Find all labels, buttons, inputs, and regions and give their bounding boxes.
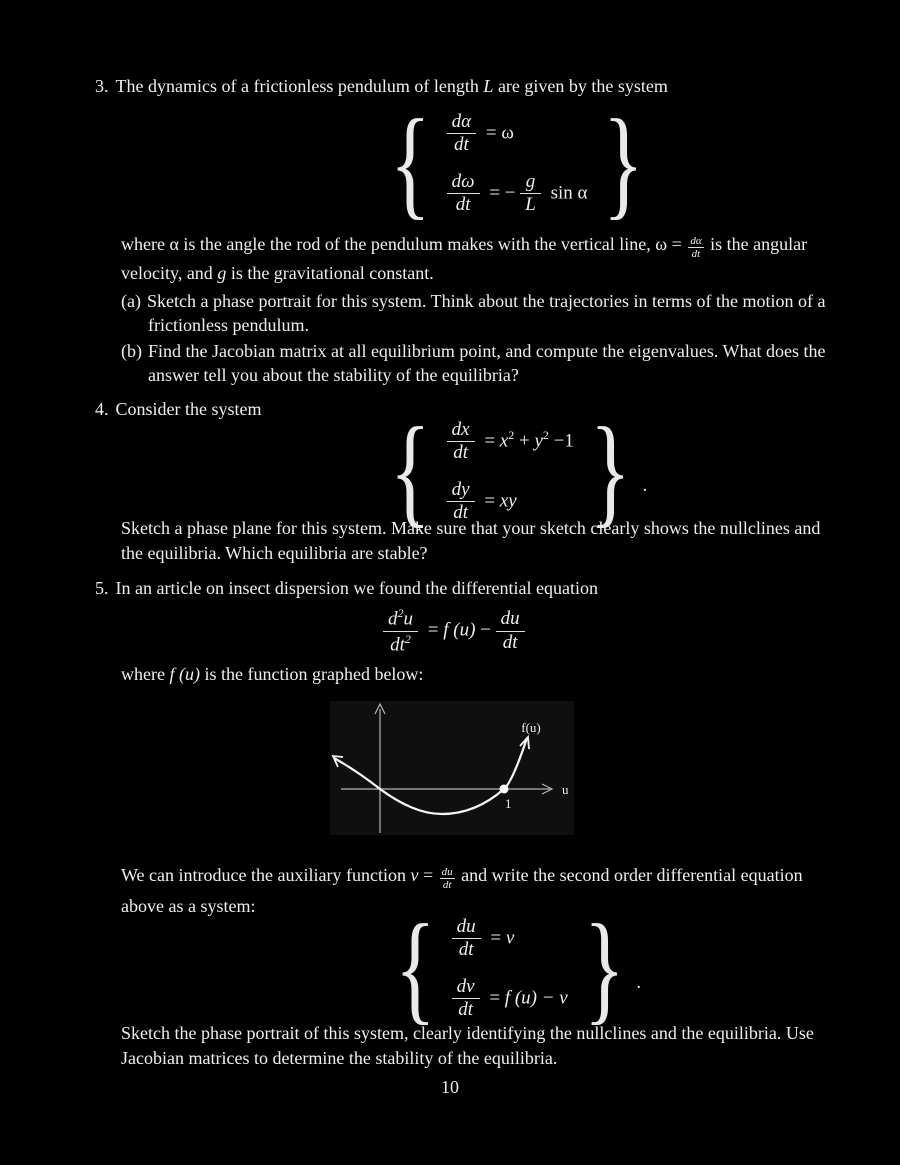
right-brace: } xyxy=(589,402,631,540)
fraction-numerator: du xyxy=(456,916,476,937)
problem4-intro-text: Consider the system xyxy=(115,399,262,419)
fraction-numerator: du xyxy=(441,865,453,878)
problem4-intro xyxy=(95,399,262,420)
v-variable: v xyxy=(505,927,515,949)
fraction-g-L xyxy=(520,171,541,217)
equals-sign: = xyxy=(418,865,438,885)
right-brace: } xyxy=(603,94,645,232)
u-variable: u xyxy=(403,608,413,630)
inline-fraction-dalpha-dt xyxy=(688,235,703,260)
curve-label: f(u) xyxy=(521,720,541,735)
page-number: 10 xyxy=(441,1077,459,1097)
fraction-denominator: dt xyxy=(452,998,480,1021)
equation-dv-dt xyxy=(452,976,568,1022)
problem4-outro: Sketch a phase plane for this system. Make sure that your sketch clearly shows the nullclines and the equilibria. Which equilibria are stable? xyxy=(121,518,821,563)
f-of-u: f (u) xyxy=(443,619,476,641)
equals-sign: = xyxy=(489,987,501,1009)
fraction-numerator xyxy=(383,606,418,631)
left-brace: { xyxy=(389,402,431,540)
inline-fraction-du-dt xyxy=(440,866,455,891)
problem3-part-a xyxy=(121,289,854,337)
f-of-u-minus-v: f (u) − v xyxy=(504,987,568,1009)
text: is the angle the rod of the pendulum makes with the vertical line, xyxy=(178,234,656,254)
text: We can introduce the auxiliary function xyxy=(121,865,411,885)
text: is the gravitational constant. xyxy=(226,263,434,284)
fraction-numerator: dx xyxy=(451,419,470,440)
fraction-du-dt xyxy=(452,916,481,962)
sin-function: sin xyxy=(550,182,578,204)
problem5-equation xyxy=(383,606,530,656)
fraction-dv-dt xyxy=(452,976,480,1022)
omega-symbol: ω xyxy=(655,234,668,254)
fraction-d2u-dt2 xyxy=(383,606,418,656)
problem5-equations xyxy=(452,916,568,1022)
part-a-text: Sketch a phase portrait for this system. Think about the trajectories in terms of the motion of a frictionless pendulum. xyxy=(146,291,826,335)
fraction-denominator: dt xyxy=(447,133,476,156)
text: is the function graphed below: xyxy=(199,664,424,684)
text: is the angular velocity, and xyxy=(121,234,808,284)
problem3-intro-text-a: The dynamics of a frictionless pendulum of length xyxy=(115,76,484,96)
problem5-aux-paragraph xyxy=(121,860,833,922)
v-variable: v xyxy=(410,865,419,885)
problem4-system xyxy=(382,402,648,540)
fraction-numerator: du xyxy=(500,608,520,630)
problem3-intro-var-L: L xyxy=(483,76,494,96)
fraction-numerator: dy xyxy=(451,478,470,500)
fu-graph xyxy=(330,701,574,835)
fu-curve xyxy=(334,738,527,814)
alpha-symbol: α xyxy=(577,182,588,204)
equals-minus: = − xyxy=(489,182,516,204)
fraction-dalpha-dt xyxy=(447,111,476,157)
text: where xyxy=(121,664,170,684)
trailing-period: . xyxy=(636,971,642,993)
fraction-numerator: dα xyxy=(451,111,472,132)
point-label-1: 1 xyxy=(505,796,512,811)
fraction-numerator: g xyxy=(525,170,536,192)
minus-sign: − xyxy=(475,619,496,641)
fraction-denominator: dt xyxy=(496,631,525,654)
problem5-outro: Sketch the phase portrait of this system, clearly identifying the nullclines and the equilibria. Use Jacobian matrices to determine the stability of the equilibria. xyxy=(121,1023,814,1068)
equals-sign: = xyxy=(484,490,500,512)
g-variable: g xyxy=(217,263,227,284)
problem3-part-b xyxy=(121,339,854,387)
fraction-numerator: dα xyxy=(690,234,702,247)
y-variable: y xyxy=(534,430,543,452)
fraction-denominator: dt xyxy=(440,878,455,891)
fraction-denominator: dt xyxy=(688,247,703,260)
right-brace: } xyxy=(583,899,625,1037)
fraction-denominator: dt xyxy=(452,938,481,961)
u-axis-label: u xyxy=(562,782,569,797)
problem3-intro xyxy=(95,76,825,97)
f-of-u: f (u) xyxy=(169,664,200,684)
part-b-text: Find the Jacobian matrix at all equilibrium point, and compute the eigenvalues. What does the answer tell you about the stability of the equilibria? xyxy=(148,341,826,385)
superscript-2: 2 xyxy=(508,427,515,442)
problem5-where-line xyxy=(121,664,423,685)
problem3-where-paragraph xyxy=(121,231,815,287)
fraction-domega-dt xyxy=(447,171,480,217)
point-u-equals-1 xyxy=(500,785,509,794)
problem5-system xyxy=(387,899,642,1037)
equals-sign: = xyxy=(485,122,497,144)
fraction-numerator: dω xyxy=(451,170,475,192)
plus-sign: + xyxy=(514,430,535,452)
equation-dalpha-dt xyxy=(447,111,588,157)
equals-sign: = xyxy=(427,619,444,641)
problem5-number: 5. xyxy=(95,578,109,598)
dt-symbol: dt xyxy=(390,634,405,656)
part-a-label: (a) xyxy=(121,291,141,311)
equals-sign: = xyxy=(667,234,687,254)
equation-domega-dt xyxy=(447,171,588,217)
equals-sign: = xyxy=(490,927,502,949)
xy-expression: xy xyxy=(499,490,517,512)
fu-graph-svg xyxy=(330,701,574,835)
omega-symbol: ω xyxy=(501,122,514,144)
fraction-denominator xyxy=(383,631,418,657)
equation-du-dt xyxy=(452,916,568,962)
fraction-dx-dt xyxy=(447,419,475,465)
equals-sign: = xyxy=(484,430,500,452)
fraction-denominator: dt xyxy=(447,441,475,464)
text: and write the second order differential equation above as a system: xyxy=(121,865,803,917)
problem5-intro-text: In an article on insect dispersion we found the differential equation xyxy=(115,578,599,598)
trailing-period: . xyxy=(642,474,648,496)
superscript-2: 2 xyxy=(542,427,549,442)
alpha-symbol: α xyxy=(169,234,179,254)
equation-dx-dt xyxy=(447,419,574,465)
fraction-numerator: dv xyxy=(456,975,475,997)
fraction-du-dt xyxy=(496,608,525,654)
problem3-equations xyxy=(447,111,588,217)
left-brace: { xyxy=(389,94,431,232)
problem3-number: 3. xyxy=(95,76,109,96)
fraction-denominator: dt xyxy=(447,193,480,216)
problem5-intro xyxy=(95,578,598,599)
fraction-denominator: dt xyxy=(447,501,475,524)
left-brace: { xyxy=(394,899,436,1037)
minus-one: −1 xyxy=(548,430,574,452)
x-variable: x xyxy=(499,430,509,452)
problem4-number: 4. xyxy=(95,399,109,419)
d-symbol: d xyxy=(388,608,398,630)
problem3-intro-text-b: are given by the system xyxy=(493,76,668,96)
fraction-denominator: L xyxy=(520,193,541,216)
superscript-2: 2 xyxy=(404,631,411,646)
problem4-equations xyxy=(447,419,574,525)
superscript-2: 2 xyxy=(397,606,404,620)
text: where xyxy=(121,234,170,254)
part-b-label: (b) xyxy=(121,341,142,361)
problem3-system xyxy=(382,94,652,232)
